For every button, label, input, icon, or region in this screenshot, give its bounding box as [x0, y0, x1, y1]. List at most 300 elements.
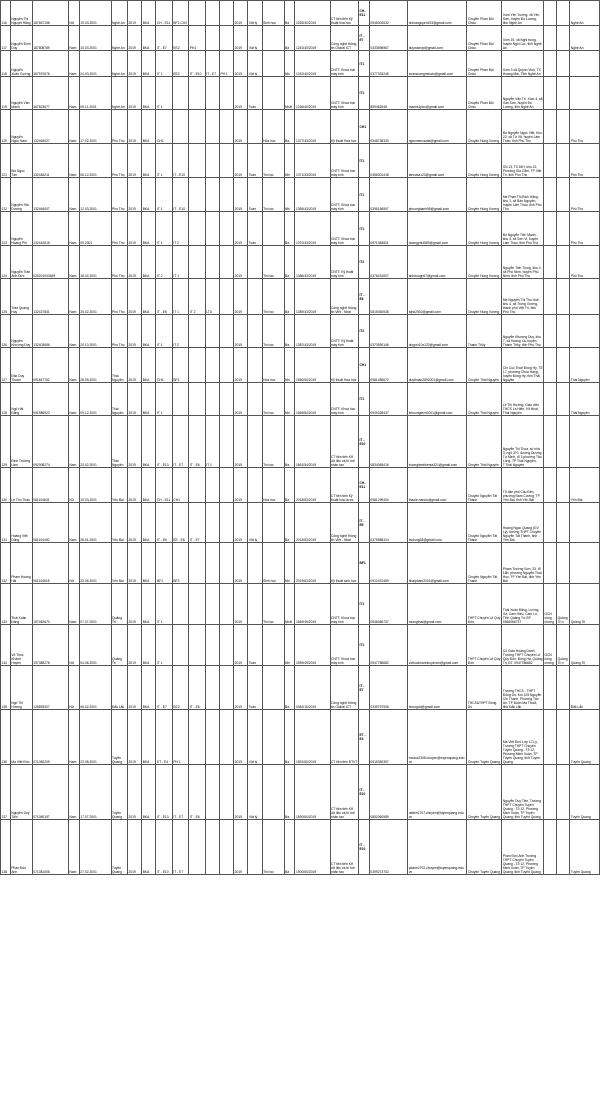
subject-cell[interactable]: Vật lý: [248, 26, 262, 51]
choice-5-cell[interactable]: [219, 416, 233, 468]
choice-1-cell[interactable]: IT 1: [156, 584, 172, 625]
gender-cell[interactable]: Nữ: [68, 625, 79, 666]
choice-4-cell[interactable]: [205, 468, 219, 503]
note-cell[interactable]: [557, 820, 570, 875]
subject-cell[interactable]: [248, 315, 262, 348]
year-cell[interactable]: 2019: [127, 246, 141, 279]
school-code-cell[interactable]: BKA: [142, 584, 156, 625]
gender-cell[interactable]: Nam: [68, 26, 79, 51]
province-right-cell[interactable]: Quảng Trị: [570, 584, 600, 625]
major-code-cell[interactable]: IT2: [358, 315, 369, 348]
row-number-cell[interactable]: 135: [1, 666, 11, 710]
email-cell[interactable]: thaole.naruto@gmail.com: [408, 468, 467, 503]
choice-4-cell[interactable]: [205, 246, 219, 279]
choice-3-cell[interactable]: [189, 543, 205, 584]
choice-5-cell[interactable]: [219, 503, 233, 543]
id-number-cell[interactable]: 071081008: [32, 820, 68, 875]
row-number-cell[interactable]: 124: [1, 246, 11, 279]
note-cell[interactable]: [557, 666, 570, 710]
subject-alt-cell[interactable]: Hóa học: [262, 110, 284, 144]
major-code-cell[interactable]: CH-E11: [358, 1, 369, 26]
prize-cell[interactable]: Ba: [284, 1, 295, 26]
choice-3-cell[interactable]: IT - E7: [189, 503, 205, 543]
choice-5-cell[interactable]: PH 1: [219, 51, 233, 77]
school-code-cell[interactable]: BKA: [142, 468, 156, 503]
phone-cell[interactable]: 0945002632: [369, 1, 407, 26]
email-cell[interactable]: xuancuongminato@gmail.com: [408, 51, 467, 77]
school-code-cell[interactable]: BKA: [142, 77, 156, 110]
choice-3-cell[interactable]: [189, 710, 205, 765]
major-name-cell[interactable]: CNTT: Kỹ thuật máy tính: [330, 315, 358, 348]
email-cell[interactable]: hvdung28@gmail.com: [408, 503, 467, 543]
birth-date-cell[interactable]: 06.12.2001: [79, 144, 111, 178]
note-cell[interactable]: Quảng Trị x: [557, 625, 570, 666]
gender-cell[interactable]: Nam: [68, 383, 79, 416]
decision-number-cell[interactable]: 1377/43/2019: [295, 110, 330, 144]
email-cell[interactable]: xdangthai@gmail.com: [408, 584, 467, 625]
address-cell[interactable]: Nguyễn Khương Duy, khu 7, xã Hoàng Xá, huyện Thanh Thủy, tỉnh Phú Thọ: [502, 315, 544, 348]
student-name-cell[interactable]: Ngô Thị Hương: [10, 666, 32, 710]
major-code-cell[interactable]: IT - E7: [358, 26, 369, 51]
choice-1-cell[interactable]: CH - E11: [156, 468, 172, 503]
gender-cell[interactable]: Nam: [68, 178, 79, 212]
certificate-cell[interactable]: [543, 710, 556, 765]
birth-date-cell[interactable]: 28.09.2001: [79, 348, 111, 383]
major-name-cell[interactable]: CNTT: Khoa học máy tính: [330, 144, 358, 178]
address-cell[interactable]: Nguyễn Duy Tiến, Trường THPT Chuyên Tuyên Quang - Tổ 12, Phường Minh Xuân, TP Tuyên Quang, tỉnh Tuyên Quang: [502, 765, 544, 820]
subject-alt-cell[interactable]: Tin học: [262, 144, 284, 178]
gender-cell[interactable]: Nam: [68, 212, 79, 246]
certificate-cell[interactable]: [543, 503, 556, 543]
choice-4-cell[interactable]: [205, 820, 219, 875]
choice-2-cell[interactable]: IT - E10: [172, 178, 188, 212]
address-cell[interactable]: Lê Thị Hường, Giáo viên THCS La Hiên, Võ Nhai, Thái Nguyên: [502, 383, 544, 416]
subject-alt-cell[interactable]: Sinh học: [262, 1, 284, 26]
award-year-cell[interactable]: 2019: [234, 212, 248, 246]
province-cell[interactable]: Thái Nguyên: [111, 416, 127, 468]
note-cell[interactable]: [557, 178, 570, 212]
subject-cell[interactable]: [248, 416, 262, 468]
choice-2-cell[interactable]: IT - E7: [172, 416, 188, 468]
award-year-cell[interactable]: 2019: [234, 348, 248, 383]
choice-5-cell[interactable]: [219, 26, 233, 51]
prize-cell[interactable]: Ba: [284, 279, 295, 315]
year-cell[interactable]: 2019: [127, 416, 141, 468]
decision-number-cell[interactable]: 1387/43/2019: [295, 315, 330, 348]
id-number-cell[interactable]: 061104631: [32, 468, 68, 503]
address-cell[interactable]: Tổ dân phố Cầu Đền, phường Nam Cường, TP Yên Bái, tỉnh Yên Bái: [502, 468, 544, 503]
certificate-cell[interactable]: [543, 110, 556, 144]
choice-4-cell[interactable]: [205, 625, 219, 666]
high-school-cell[interactable]: Chuyên Hùng Vương: [467, 246, 502, 279]
year-cell[interactable]: 2019: [127, 820, 141, 875]
prize-cell[interactable]: Nhì: [284, 51, 295, 77]
row-number-cell[interactable]: 130: [1, 468, 11, 503]
year-cell[interactable]: 2019: [127, 77, 141, 110]
student-name-cell[interactable]: Nguyễn Xuân Cường: [10, 51, 32, 77]
id-number-cell[interactable]: 132448211: [32, 144, 68, 178]
award-year-cell[interactable]: 2019: [234, 416, 248, 468]
choice-5-cell[interactable]: [219, 178, 233, 212]
phone-cell[interactable]: 0376431607: [369, 246, 407, 279]
id-number-cell[interactable]: 187823677: [32, 77, 68, 110]
student-name-cell[interactable]: Ma Việt Đức: [10, 710, 32, 765]
award-year-cell[interactable]: 2019: [234, 765, 248, 820]
note-cell[interactable]: [557, 212, 570, 246]
email-cell[interactable]: huongdd@gmail.com: [408, 666, 467, 710]
choice-2-cell[interactable]: IT 2: [172, 212, 188, 246]
subject-alt-cell[interactable]: Tin học: [262, 383, 284, 416]
certificate-cell[interactable]: [543, 416, 556, 468]
year-cell[interactable]: 2019: [127, 315, 141, 348]
province-cell[interactable]: Phú Thọ: [111, 178, 127, 212]
major-name-cell[interactable]: CT tiên tiến ĐTVT: [330, 710, 358, 765]
choice-4-cell[interactable]: [205, 26, 219, 51]
certificate-cell[interactable]: [543, 77, 556, 110]
note-cell[interactable]: [557, 279, 570, 315]
prize-cell[interactable]: Nhì: [284, 178, 295, 212]
choice-4-cell[interactable]: [205, 765, 219, 820]
choice-4-cell[interactable]: [205, 383, 219, 416]
choice-3-cell[interactable]: [189, 110, 205, 144]
id-number-cell[interactable]: 091847752: [32, 348, 68, 383]
student-name-cell[interactable]: Đinh Trường Lâm: [10, 416, 32, 468]
province-cell[interactable]: Thái Nguyên: [111, 383, 127, 416]
choice-1-cell[interactable]: CH1: [156, 348, 172, 383]
subject-cell[interactable]: [248, 246, 262, 279]
choice-1-cell[interactable]: ET - E4: [156, 710, 172, 765]
high-school-cell[interactable]: Chuyên Thái Nguyên: [467, 383, 502, 416]
province-right-cell[interactable]: [570, 51, 600, 77]
major-name-cell[interactable]: Công nghệ thông tin Việt - Nhật: [330, 279, 358, 315]
province-right-cell[interactable]: [570, 416, 600, 468]
birth-date-cell[interactable]: 17.07.2001: [79, 765, 111, 820]
major-code-cell[interactable]: IT - E10: [358, 765, 369, 820]
id-number-cell[interactable]: 197462670: [32, 584, 68, 625]
note-cell[interactable]: Quảng Trị x: [557, 584, 570, 625]
school-code-cell[interactable]: BKA: [142, 279, 156, 315]
award-year-cell[interactable]: 2019: [234, 820, 248, 875]
choice-4-cell[interactable]: LTU: [205, 279, 219, 315]
high-school-cell[interactable]: Chuyên Tuyên Quang: [467, 765, 502, 820]
decision-number-cell[interactable]: 1890/60/2019: [295, 765, 330, 820]
province-right-cell[interactable]: Nghệ An: [570, 26, 600, 51]
province-right-cell[interactable]: [570, 77, 600, 110]
phone-cell[interactable]: 0915350397: [369, 710, 407, 765]
email-cell[interactable]: ngocnemcanta@gmail.com: [408, 110, 467, 144]
choice-2-cell[interactable]: IT - E7: [172, 820, 188, 875]
subject-cell[interactable]: [248, 383, 262, 416]
certificate-cell[interactable]: [543, 26, 556, 51]
email-cell[interactable]: ndtien1707.chuyen@tuyenquang.edu.vn: [408, 765, 467, 820]
row-number-cell[interactable]: 123: [1, 212, 11, 246]
province-right-cell[interactable]: Thái Nguyên: [570, 383, 600, 416]
choice-2-cell[interactable]: [172, 77, 188, 110]
student-name-cell[interactable]: Phan Đức Anh: [10, 820, 32, 875]
subject-cell[interactable]: Toán: [248, 144, 262, 178]
prize-cell[interactable]: Ba: [284, 468, 295, 503]
note-cell[interactable]: [557, 543, 570, 584]
choice-1-cell[interactable]: IT 1: [156, 625, 172, 666]
major-code-cell[interactable]: IT - E6: [358, 503, 369, 543]
school-code-cell[interactable]: BKA: [142, 416, 156, 468]
major-name-cell[interactable]: Công nghệ thông tin Global ICT: [330, 666, 358, 710]
row-number-cell[interactable]: 136: [1, 710, 11, 765]
gender-cell[interactable]: Nữ: [68, 543, 79, 584]
id-number-cell[interactable]: 132427841: [32, 279, 68, 315]
prize-cell[interactable]: Ba: [284, 416, 295, 468]
prize-cell[interactable]: Nhì: [284, 383, 295, 416]
note-cell[interactable]: [557, 1, 570, 26]
decision-number-cell[interactable]: 1389/43/2019: [295, 279, 330, 315]
birth-date-cell[interactable]: 09.12.2001: [79, 383, 111, 416]
subject-alt-cell[interactable]: [262, 212, 284, 246]
birth-date-cell[interactable]: 23.02.2001: [79, 416, 111, 468]
choice-4-cell[interactable]: [205, 584, 219, 625]
birth-date-cell[interactable]: 18.02.2001: [79, 246, 111, 279]
prize-cell[interactable]: Ba: [284, 110, 295, 144]
subject-alt-cell[interactable]: [262, 710, 284, 765]
subject-alt-cell[interactable]: Sinh học: [262, 543, 284, 584]
major-name-cell[interactable]: Công nghệ thông tin Global ICT: [330, 26, 358, 51]
year-cell[interactable]: 2019: [127, 468, 141, 503]
note-cell[interactable]: [557, 51, 570, 77]
province-right-cell[interactable]: Phú Thọ: [570, 178, 600, 212]
certificate-cell[interactable]: [543, 1, 556, 26]
major-name-cell[interactable]: Kỹ thuật Hóa học: [330, 110, 358, 144]
phone-cell[interactable]: 0375985314: [369, 503, 407, 543]
row-number-cell[interactable]: 131: [1, 503, 11, 543]
choice-3-cell[interactable]: [189, 144, 205, 178]
school-code-cell[interactable]: BKA: [142, 26, 156, 51]
id-number-cell[interactable]: 061104400: [32, 503, 68, 543]
choice-1-cell[interactable]: BF1: [156, 543, 172, 584]
student-name-cell[interactable]: Nguyễn Trần Anh Đức: [10, 246, 32, 279]
major-code-cell[interactable]: CH-E11: [358, 468, 369, 503]
certificate-cell[interactable]: [543, 820, 556, 875]
gender-cell[interactable]: Nam: [68, 765, 79, 820]
decision-number-cell[interactable]: 1569/49/2019: [295, 584, 330, 625]
row-number-cell[interactable]: 138: [1, 820, 11, 875]
id-number-cell[interactable]: 071080197: [32, 765, 68, 820]
student-name-cell[interactable]: Thái Xuân Đăng: [10, 584, 32, 625]
birth-date-cell[interactable]: 09.2001: [79, 212, 111, 246]
student-name-cell[interactable]: Ngô Hải Đăng: [10, 383, 32, 416]
gender-cell[interactable]: Nam: [68, 144, 79, 178]
email-cell[interactable]: tanxaxa123@gmail.com: [408, 144, 467, 178]
phone-cell[interactable]: 0912431489: [369, 543, 407, 584]
award-year-cell[interactable]: 2019: [234, 666, 248, 710]
phone-cell[interactable]: 0971383601: [369, 212, 407, 246]
student-name-cell[interactable]: Nguyễn Khương Duy: [10, 315, 32, 348]
province-right-cell[interactable]: Thái Nguyên: [570, 348, 600, 383]
student-name-cell[interactable]: Nguyễn Văn Mạnh: [10, 77, 32, 110]
row-number-cell[interactable]: 134: [1, 625, 11, 666]
subject-alt-cell[interactable]: [262, 26, 284, 51]
address-cell[interactable]: Trường THCS - THPT Đông Du, Km 125 Nguyễn Chí Thanh, Phường Tân An, TP Buôn Ma Thuột, tỉnh Đắk Lắk: [502, 666, 544, 710]
year-cell[interactable]: 2019: [127, 26, 141, 51]
award-year-cell[interactable]: 2019: [234, 584, 248, 625]
choice-5-cell[interactable]: [219, 1, 233, 26]
province-cell[interactable]: Đắk Lắk: [111, 666, 127, 710]
student-name-cell[interactable]: Trần Quang Huy: [10, 279, 32, 315]
choice-1-cell[interactable]: CH1: [156, 110, 172, 144]
choice-4-cell[interactable]: [205, 666, 219, 710]
email-cell[interactable]: duypro10x123@gmail.com: [408, 315, 467, 348]
choice-1-cell[interactable]: IT 1: [156, 51, 172, 77]
address-cell[interactable]: Phan Đức Anh Trường THPT Chuyên Tuyên Quang - Tổ 12, Phường Minh Xuân, TP Tuyên Quang, tỉnh Tuyên Quang: [502, 820, 544, 875]
high-school-cell[interactable]: Chuyên Hùng Vương: [467, 144, 502, 178]
award-year-cell[interactable]: 2019: [234, 178, 248, 212]
choice-1-cell[interactable]: IT 1: [156, 144, 172, 178]
major-code-cell[interactable]: BF1: [358, 543, 369, 584]
prize-cell[interactable]: Nhất: [284, 77, 295, 110]
province-cell[interactable]: Nghệ An: [111, 77, 127, 110]
year-cell[interactable]: 2019: [127, 765, 141, 820]
choice-2-cell[interactable]: IT 1: [172, 246, 188, 279]
choice-4-cell[interactable]: [205, 178, 219, 212]
choice-4-cell[interactable]: [205, 212, 219, 246]
certificate-cell[interactable]: [543, 383, 556, 416]
subject-cell[interactable]: Vật lý: [248, 765, 262, 820]
decision-number-cell[interactable]: 1559/49/2019: [295, 625, 330, 666]
choice-1-cell[interactable]: CH - E11: [156, 1, 172, 26]
province-cell[interactable]: Thái Nguyên: [111, 348, 127, 383]
choice-2-cell[interactable]: PH 1: [172, 710, 188, 765]
id-number-cell[interactable]: 125893307: [32, 666, 68, 710]
id-number-cell[interactable]: 132442615: [32, 212, 68, 246]
decision-number-cell[interactable]: 1891/60/2019: [295, 710, 330, 765]
province-cell[interactable]: Tuyên Quang: [111, 820, 127, 875]
school-code-cell[interactable]: BKA: [142, 246, 156, 279]
year-cell[interactable]: 2019: [127, 348, 141, 383]
high-school-cell[interactable]: Chuyên Tuyên Quang: [467, 820, 502, 875]
year-cell[interactable]: 2019: [127, 543, 141, 584]
decision-number-cell[interactable]: 0382/16/2019: [295, 666, 330, 710]
decision-number-cell[interactable]: 1370/43/2019: [295, 212, 330, 246]
choice-3-cell[interactable]: IT 2: [189, 279, 205, 315]
choice-4-cell[interactable]: [205, 348, 219, 383]
choice-4-cell[interactable]: IT 1: [205, 416, 219, 468]
subject-cell[interactable]: Toán: [248, 212, 262, 246]
choice-2-cell[interactable]: [172, 584, 188, 625]
choice-1-cell[interactable]: IT 1: [156, 315, 172, 348]
address-cell[interactable]: Xóm Yên Tường, xã Yên Sơn, huyện Đô Lương, tỉnh Nghệ An: [502, 1, 544, 26]
school-code-cell[interactable]: BKA: [142, 710, 156, 765]
major-code-cell[interactable]: IT - E6: [358, 279, 369, 315]
id-number-cell[interactable]: 132464027: [32, 110, 68, 144]
gender-cell[interactable]: Nam: [68, 315, 79, 348]
birth-date-cell[interactable]: 19.03.2001: [79, 1, 111, 26]
decision-number-cell[interactable]: 1236/40/2019: [295, 77, 330, 110]
province-cell[interactable]: Yên Bái: [111, 543, 127, 584]
school-code-cell[interactable]: BKA: [142, 144, 156, 178]
choice-1-cell[interactable]: IT 1: [156, 178, 172, 212]
choice-5-cell[interactable]: [219, 543, 233, 584]
high-school-cell[interactable]: THPT Chuyên Lê Quý Đôn: [467, 584, 502, 625]
address-cell[interactable]: SN 13, Tổ 16H, khu 22, Phường Gia Cẩm, TP Việt Trì, tỉnh Phú Thọ: [502, 144, 544, 178]
choice-1-cell[interactable]: IT 1: [156, 212, 172, 246]
province-right-cell[interactable]: Đắk Lắk: [570, 666, 600, 710]
choice-3-cell[interactable]: IT - E6: [189, 666, 205, 710]
subject-alt-cell[interactable]: Tin học: [262, 416, 284, 468]
high-school-cell[interactable]: Chuyên Thái Nguyên: [467, 416, 502, 468]
email-cell[interactable]: pdanh2702.chuyen@tuyenquang.edu.vn: [408, 820, 467, 875]
province-right-cell[interactable]: Phú Thọ: [570, 212, 600, 246]
choice-3-cell[interactable]: IT - E10: [189, 51, 205, 77]
province-right-cell[interactable]: Nghệ An: [570, 1, 600, 26]
choice-3-cell[interactable]: [189, 212, 205, 246]
row-number-cell[interactable]: 118: [1, 51, 11, 77]
note-cell[interactable]: [557, 26, 570, 51]
choice-5-cell[interactable]: [219, 765, 233, 820]
gender-cell[interactable]: Nam: [68, 246, 79, 279]
major-code-cell[interactable]: IT1: [358, 77, 369, 110]
year-cell[interactable]: 2019: [127, 584, 141, 625]
birth-date-cell[interactable]: 04.06.2001: [79, 625, 111, 666]
high-school-cell[interactable]: Chuyên Hùng Vương: [467, 178, 502, 212]
id-number-cell[interactable]: 061104618: [32, 543, 68, 584]
subject-cell[interactable]: Vật lý: [248, 710, 262, 765]
decision-number-cell[interactable]: 1661/54/2019: [295, 416, 330, 468]
major-name-cell[interactable]: CT tiên tiến KH dữ liệu và trí tuệ nhân tạo: [330, 765, 358, 820]
choice-5-cell[interactable]: [219, 666, 233, 710]
year-cell[interactable]: 2019: [127, 144, 141, 178]
prize-cell[interactable]: Ba: [284, 212, 295, 246]
decision-number-cell[interactable]: 1365/43/2019: [295, 178, 330, 212]
subject-cell[interactable]: Vật lý: [248, 503, 262, 543]
phone-cell[interactable]: 0947786682: [369, 625, 407, 666]
school-code-cell[interactable]: BKA: [142, 212, 156, 246]
major-name-cell[interactable]: CT tiên tiến Kỹ thuật hóa học: [330, 1, 358, 26]
decision-number-cell[interactable]: 1386/43/2019: [295, 246, 330, 279]
certificate-cell[interactable]: [543, 212, 556, 246]
address-cell[interactable]: Nguyễn Tiến Trọng, khu 4, xã Phù Ninh, huyện Phù Ninh, tỉnh Phú Thọ: [502, 246, 544, 279]
school-code-cell[interactable]: BKA: [142, 625, 156, 666]
gender-cell[interactable]: Nam: [68, 279, 79, 315]
choice-1-cell[interactable]: IT - E6: [156, 503, 172, 543]
phone-cell[interactable]: 0339797906: [369, 666, 407, 710]
decision-number-cell[interactable]: 1900/60/2019: [295, 820, 330, 875]
id-number-cell[interactable]: 197385276: [32, 625, 68, 666]
subject-alt-cell[interactable]: [262, 625, 284, 666]
address-cell[interactable]: Hoàng Ngọc Quang (GV Lý), trường THPT Chuyên Nguyễn Tất Thành, tỉnh Yên Bái: [502, 503, 544, 543]
email-cell[interactable]: duymaxvip@gmail.com: [408, 26, 467, 51]
award-year-cell[interactable]: 2019: [234, 144, 248, 178]
award-year-cell[interactable]: 2019: [234, 279, 248, 315]
choice-3-cell[interactable]: [189, 1, 205, 26]
row-number-cell[interactable]: 128: [1, 383, 11, 416]
address-cell[interactable]: Ma Việt Đức Lớp 12 Lý, Trường THPT Chuyên Tuyên Quang - Tổ 12, Phường Minh Xuân, TP Tuyên Quang, tỉnh Tuyên Quang: [502, 710, 544, 765]
year-cell[interactable]: 2019: [127, 212, 141, 246]
decision-number-cell[interactable]: 1243/40/2019: [295, 26, 330, 51]
address-cell[interactable]: Thái Xuân Đăng, Lương Xá, Cam Hiếu, Cam Lộ, Tỉnh Quảng Trị; ĐT: 0946086737: [502, 584, 544, 625]
student-name-cell[interactable]: Nguyễn Ngọc Nam: [10, 110, 32, 144]
province-cell[interactable]: Phú Thọ: [111, 212, 127, 246]
choice-2-cell[interactable]: IT - E7: [172, 765, 188, 820]
phone-cell[interactable]: 0399272702: [369, 820, 407, 875]
year-cell[interactable]: 2019: [127, 1, 141, 26]
major-code-cell[interactable]: CH1: [358, 348, 369, 383]
year-cell[interactable]: 2019: [127, 383, 141, 416]
high-school-cell[interactable]: Chuyên Thái Nguyên: [467, 348, 502, 383]
prize-cell[interactable]: Nhì: [284, 144, 295, 178]
major-name-cell[interactable]: CNTT: Khoa học máy tính: [330, 625, 358, 666]
choice-4-cell[interactable]: [205, 77, 219, 110]
choice-2-cell[interactable]: CH1: [172, 468, 188, 503]
subject-alt-cell[interactable]: [262, 77, 284, 110]
gender-cell[interactable]: Nữ: [68, 666, 79, 710]
